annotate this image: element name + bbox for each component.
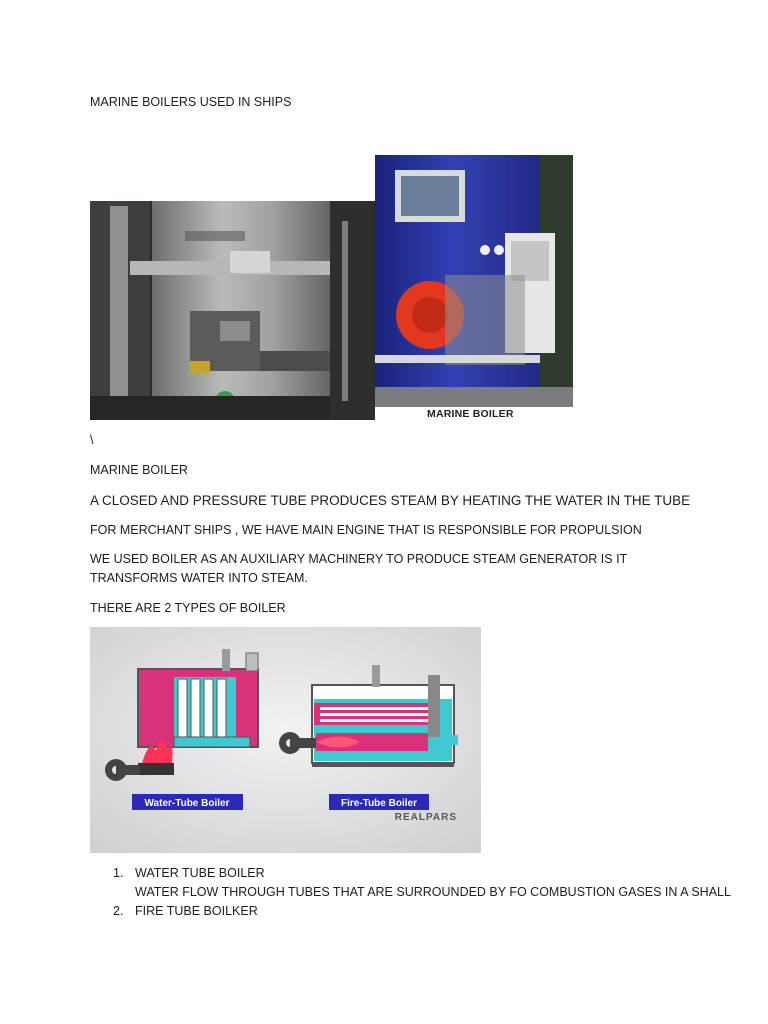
list-item [113, 864, 731, 883]
document-title: MARINE BOILERS USED IN SHIPS [90, 95, 292, 109]
boiler-photo-engine-room [90, 201, 375, 420]
list-number: 2. [113, 904, 124, 918]
boiler-types-list [113, 864, 731, 921]
merchant-ships-line: FOR MERCHANT SHIPS , WE HAVE MAIN ENGINE THAT IS RESPONSIBLE FOR PROPULSION [90, 523, 642, 537]
auxiliary-line-1: WE USED BOILER AS AN AUXILIARY MACHINERY TO PRODUCE STEAM GENERATOR IS IT [90, 552, 628, 566]
list-number: 1. [113, 866, 124, 880]
list-item [113, 902, 731, 921]
boiler-types-diagram [90, 627, 481, 853]
section-heading: MARINE BOILER [90, 463, 188, 477]
list-item-detail: WATER FLOW THROUGH TUBES THAT ARE SURROUNDED BY FO COMBUSTION GASES IN A SHALL [135, 885, 731, 899]
fire-tube-label: Fire-Tube Boiler [341, 798, 417, 809]
list-label: WATER TUBE BOILER [135, 866, 265, 880]
photo-caption: MARINE BOILER [427, 408, 514, 420]
water-tube-label: Water-Tube Boiler [144, 798, 230, 809]
list-label: FIRE TUBE BOILKER [135, 904, 258, 918]
backslash-text: \ [90, 433, 94, 447]
boiler-photo-blue-vertical [375, 155, 573, 407]
realpars-logo: REALPARS [394, 812, 457, 823]
types-intro-line: THERE ARE 2 TYPES OF BOILER [90, 601, 286, 615]
definition-line: A CLOSED AND PRESSURE TUBE PRODUCES STEAM BY HEATING THE WATER IN THE TUBE [90, 493, 691, 508]
auxiliary-line-2: TRANSFORMS WATER INTO STEAM. [90, 571, 308, 585]
